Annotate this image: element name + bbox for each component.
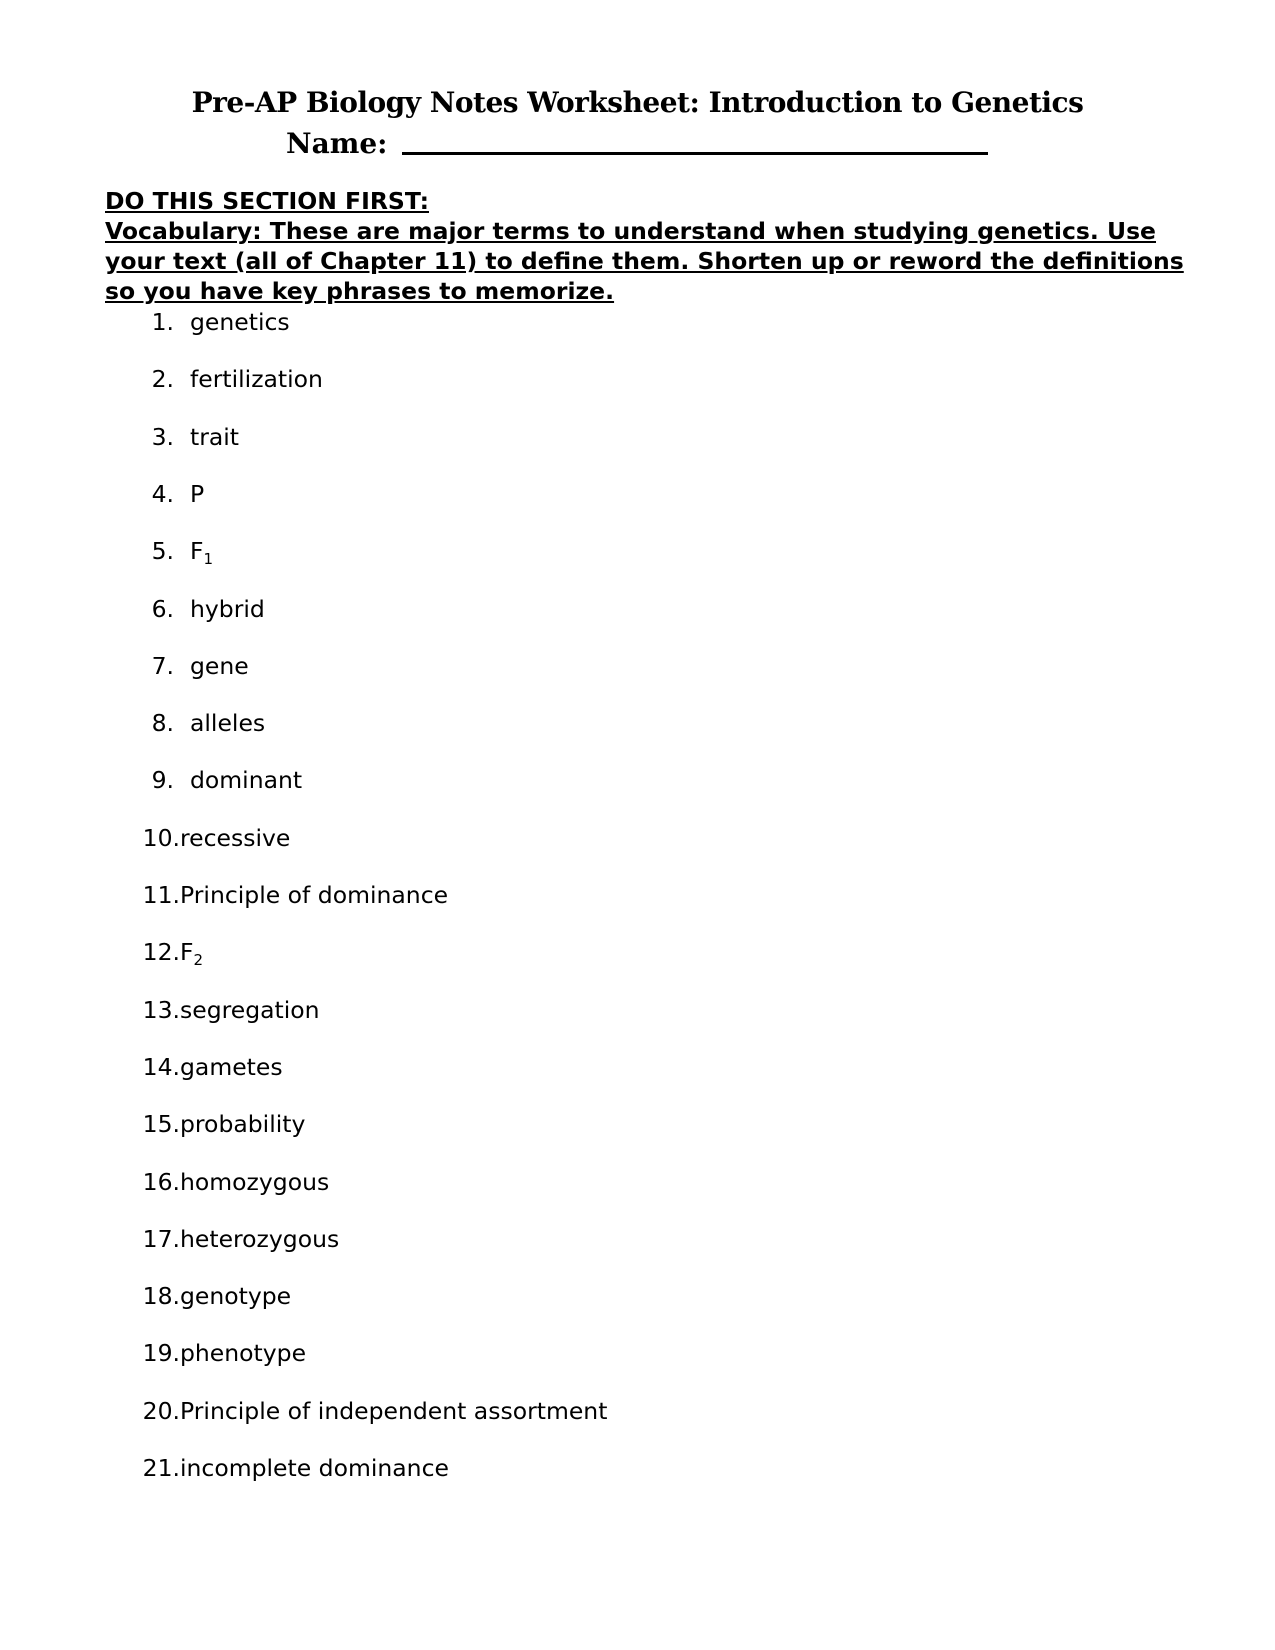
vocab-term-text: P <box>190 479 205 508</box>
vocab-item-term <box>190 707 265 739</box>
vocab-item <box>140 1452 449 1484</box>
vocab-term-text: dominant <box>190 766 303 795</box>
vocab-item-number: 10. <box>142 823 180 852</box>
section-heading: DO THIS SECTION FIRST: <box>105 187 429 215</box>
vocab-item-term <box>180 1166 329 1198</box>
vocab-item-number: 14. <box>142 1052 180 1081</box>
vocab-term-text: trait <box>190 422 240 451</box>
vocab-item <box>140 1108 305 1140</box>
vocab-item-number: 13. <box>142 995 180 1024</box>
vocab-item-number: 11. <box>142 881 180 909</box>
vocab-item-term <box>180 936 203 976</box>
vocab-item <box>140 1166 329 1198</box>
vocab-item-number: 20. <box>142 1396 180 1425</box>
vocab-item <box>140 478 204 510</box>
vocab-item <box>140 363 323 395</box>
vocab-item <box>140 421 239 453</box>
vocab-item-term <box>190 650 249 682</box>
vocab-item-term <box>190 478 204 510</box>
vocab-item-number: 6. <box>151 594 174 623</box>
vocab-item <box>140 822 290 854</box>
vocab-term-text: alleles <box>190 709 266 738</box>
vocab-term-text: segregation <box>180 995 320 1024</box>
vocab-item <box>140 1280 291 1312</box>
vocab-item-term <box>190 306 290 338</box>
vocab-item-number: 16. <box>142 1167 180 1196</box>
instructions-block <box>105 186 1185 306</box>
vocab-item-number: 21. <box>142 1454 180 1482</box>
vocab-item <box>140 306 290 338</box>
vocab-term-text: hybrid <box>190 594 265 623</box>
vocab-item-term <box>180 1280 291 1312</box>
vocab-item <box>140 764 302 796</box>
vocab-term-text: gene <box>190 651 249 680</box>
name-row <box>286 120 988 160</box>
vocab-item <box>140 535 213 567</box>
vocab-item-term <box>180 994 320 1026</box>
vocab-term-text: heterozygous <box>180 1224 340 1253</box>
vocab-item-number: 1. <box>151 308 174 336</box>
vocab-item-number: 4. <box>151 479 174 508</box>
vocab-term-text: Principle of independent assortment <box>180 1396 608 1425</box>
vocab-term-subscript: 1 <box>203 550 214 569</box>
worksheet-title: Pre-AP Biology Notes Worksheet: Introduction to Genetics <box>191 86 1084 119</box>
vocab-term-text: Principle of dominance <box>180 881 449 909</box>
vocab-item <box>140 994 320 1026</box>
vocab-item-number: 15. <box>142 1110 180 1139</box>
vocab-term-text: recessive <box>180 823 291 852</box>
vocab-term-text: genetics <box>190 308 290 336</box>
vocab-item <box>140 1051 283 1083</box>
vocab-item <box>140 936 203 968</box>
vocab-item-number: 8. <box>151 709 174 738</box>
vocab-term-subscript: 2 <box>193 951 204 970</box>
vocab-term-text: phenotype <box>180 1339 307 1368</box>
vocab-item-term <box>190 421 239 453</box>
vocab-item-term <box>190 535 213 575</box>
vocab-item <box>140 593 265 625</box>
vocab-item-term <box>190 363 323 395</box>
vocab-item-term <box>180 1395 607 1427</box>
vocab-item <box>140 1223 339 1255</box>
vocab-term-text: gametes <box>180 1052 283 1081</box>
vocab-term-text: F <box>180 938 194 967</box>
vocab-item-number: 2. <box>151 365 174 394</box>
vocabulary-instructions: Vocabulary: These are major terms to understand when studying genetics. Use your text (all of Chapter 11) to define them. Shorten up or reword the definitions so you have key phrases to memorize. <box>105 217 1184 305</box>
vocab-item-term <box>180 1051 283 1083</box>
vocab-item-number: 17. <box>142 1224 180 1253</box>
vocab-item-term <box>180 1337 306 1369</box>
vocab-item-term <box>180 879 448 911</box>
vocab-item-number: 18. <box>142 1282 180 1311</box>
vocab-item-number: 19. <box>142 1339 180 1368</box>
vocab-item-number: 12. <box>142 938 180 967</box>
vocab-item <box>140 879 448 911</box>
vocab-item-term <box>190 764 302 796</box>
vocab-term-text: F <box>190 537 204 566</box>
vocab-term-text: homozygous <box>180 1167 330 1196</box>
vocab-item-term <box>180 822 290 854</box>
vocab-term-text: fertilization <box>190 365 323 394</box>
vocab-item-term <box>180 1223 339 1255</box>
vocab-term-text: incomplete dominance <box>180 1454 449 1482</box>
vocab-item-term <box>180 1452 449 1484</box>
vocab-item <box>140 650 249 682</box>
vocab-item-number: 5. <box>151 537 174 566</box>
vocab-item <box>140 1395 607 1427</box>
vocab-term-text: probability <box>180 1110 306 1139</box>
vocab-item <box>140 1337 306 1369</box>
vocab-item-term <box>190 593 265 625</box>
name-label: Name: <box>286 127 388 160</box>
vocab-item-number: 9. <box>151 766 174 795</box>
vocab-item-term <box>180 1108 305 1140</box>
vocab-item-number: 3. <box>151 422 174 451</box>
vocab-item <box>140 707 265 739</box>
name-blank-line <box>402 152 988 155</box>
vocab-term-text: genotype <box>180 1282 292 1311</box>
vocab-item-number: 7. <box>151 651 174 680</box>
